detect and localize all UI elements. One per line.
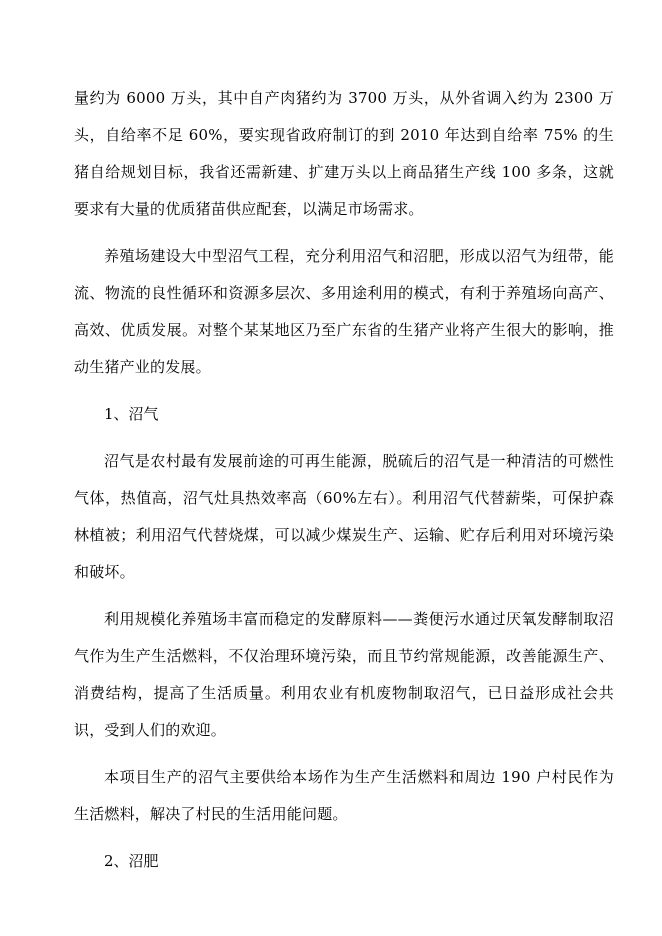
section-heading-fertilizer: 2、沼肥	[104, 852, 159, 870]
paragraph-biogas-energy: 沼气是农村最有发展前途的可再生能源，脱硫后的沼气是一种清洁的可燃性气体，热值高，沼气灶具热效率高（60%左右）。利用沼气代替薪柴，可保护森林植被；利用沼气代替烧煤，可以减少煤炭生产、运输、贮存后利用对环境污染和破坏。	[74, 452, 614, 581]
paragraph-biogas-project: 养殖场建设大中型沼气工程，充分利用沼气和沼肥，形成以沼气为纽带，能流、物流的良性循环和资源多层次、多用途利用的模式，有利于养殖场向高产、高效、优质发展。对整个某某地区乃至广东省的生猪产业将产生很大的影响，推动生猪产业的发展。	[74, 247, 614, 376]
paragraph-pig-supply: 量约为 6000 万头，其中自产肉猪约为 3700 万头，从外省调入约为 2300 万头，自给率不足 60%，要实现省政府制订的到 2010 年达到自给率 75% 的生猪自给规划目标，我省还需新建、扩建万头以上商品猪生产线 100 多条，这就要求有大量的优质猪苗供应配套，以满足市场需求。	[74, 89, 614, 218]
paragraph-fermentation: 利用规模化养殖场丰富而稳定的发酵原料——粪便污水通过厌氧发酵制取沼气作为生产生活燃料，不仅治理环境污染，而且节约常规能源，改善能源生产、消费结构，提高了生活质量。利用农业有机废物制取沼气，已日益形成社会共识，受到人们的欢迎。	[74, 610, 614, 739]
paragraph-biogas-usage: 本项目生产的沼气主要供给本场作为生产生活燃料和周边 190 户村民作为生活燃料，解决了村民的生活用能问题。	[74, 768, 614, 823]
section-heading-biogas: 1、沼气	[104, 405, 159, 423]
document-body	[74, 80, 614, 880]
